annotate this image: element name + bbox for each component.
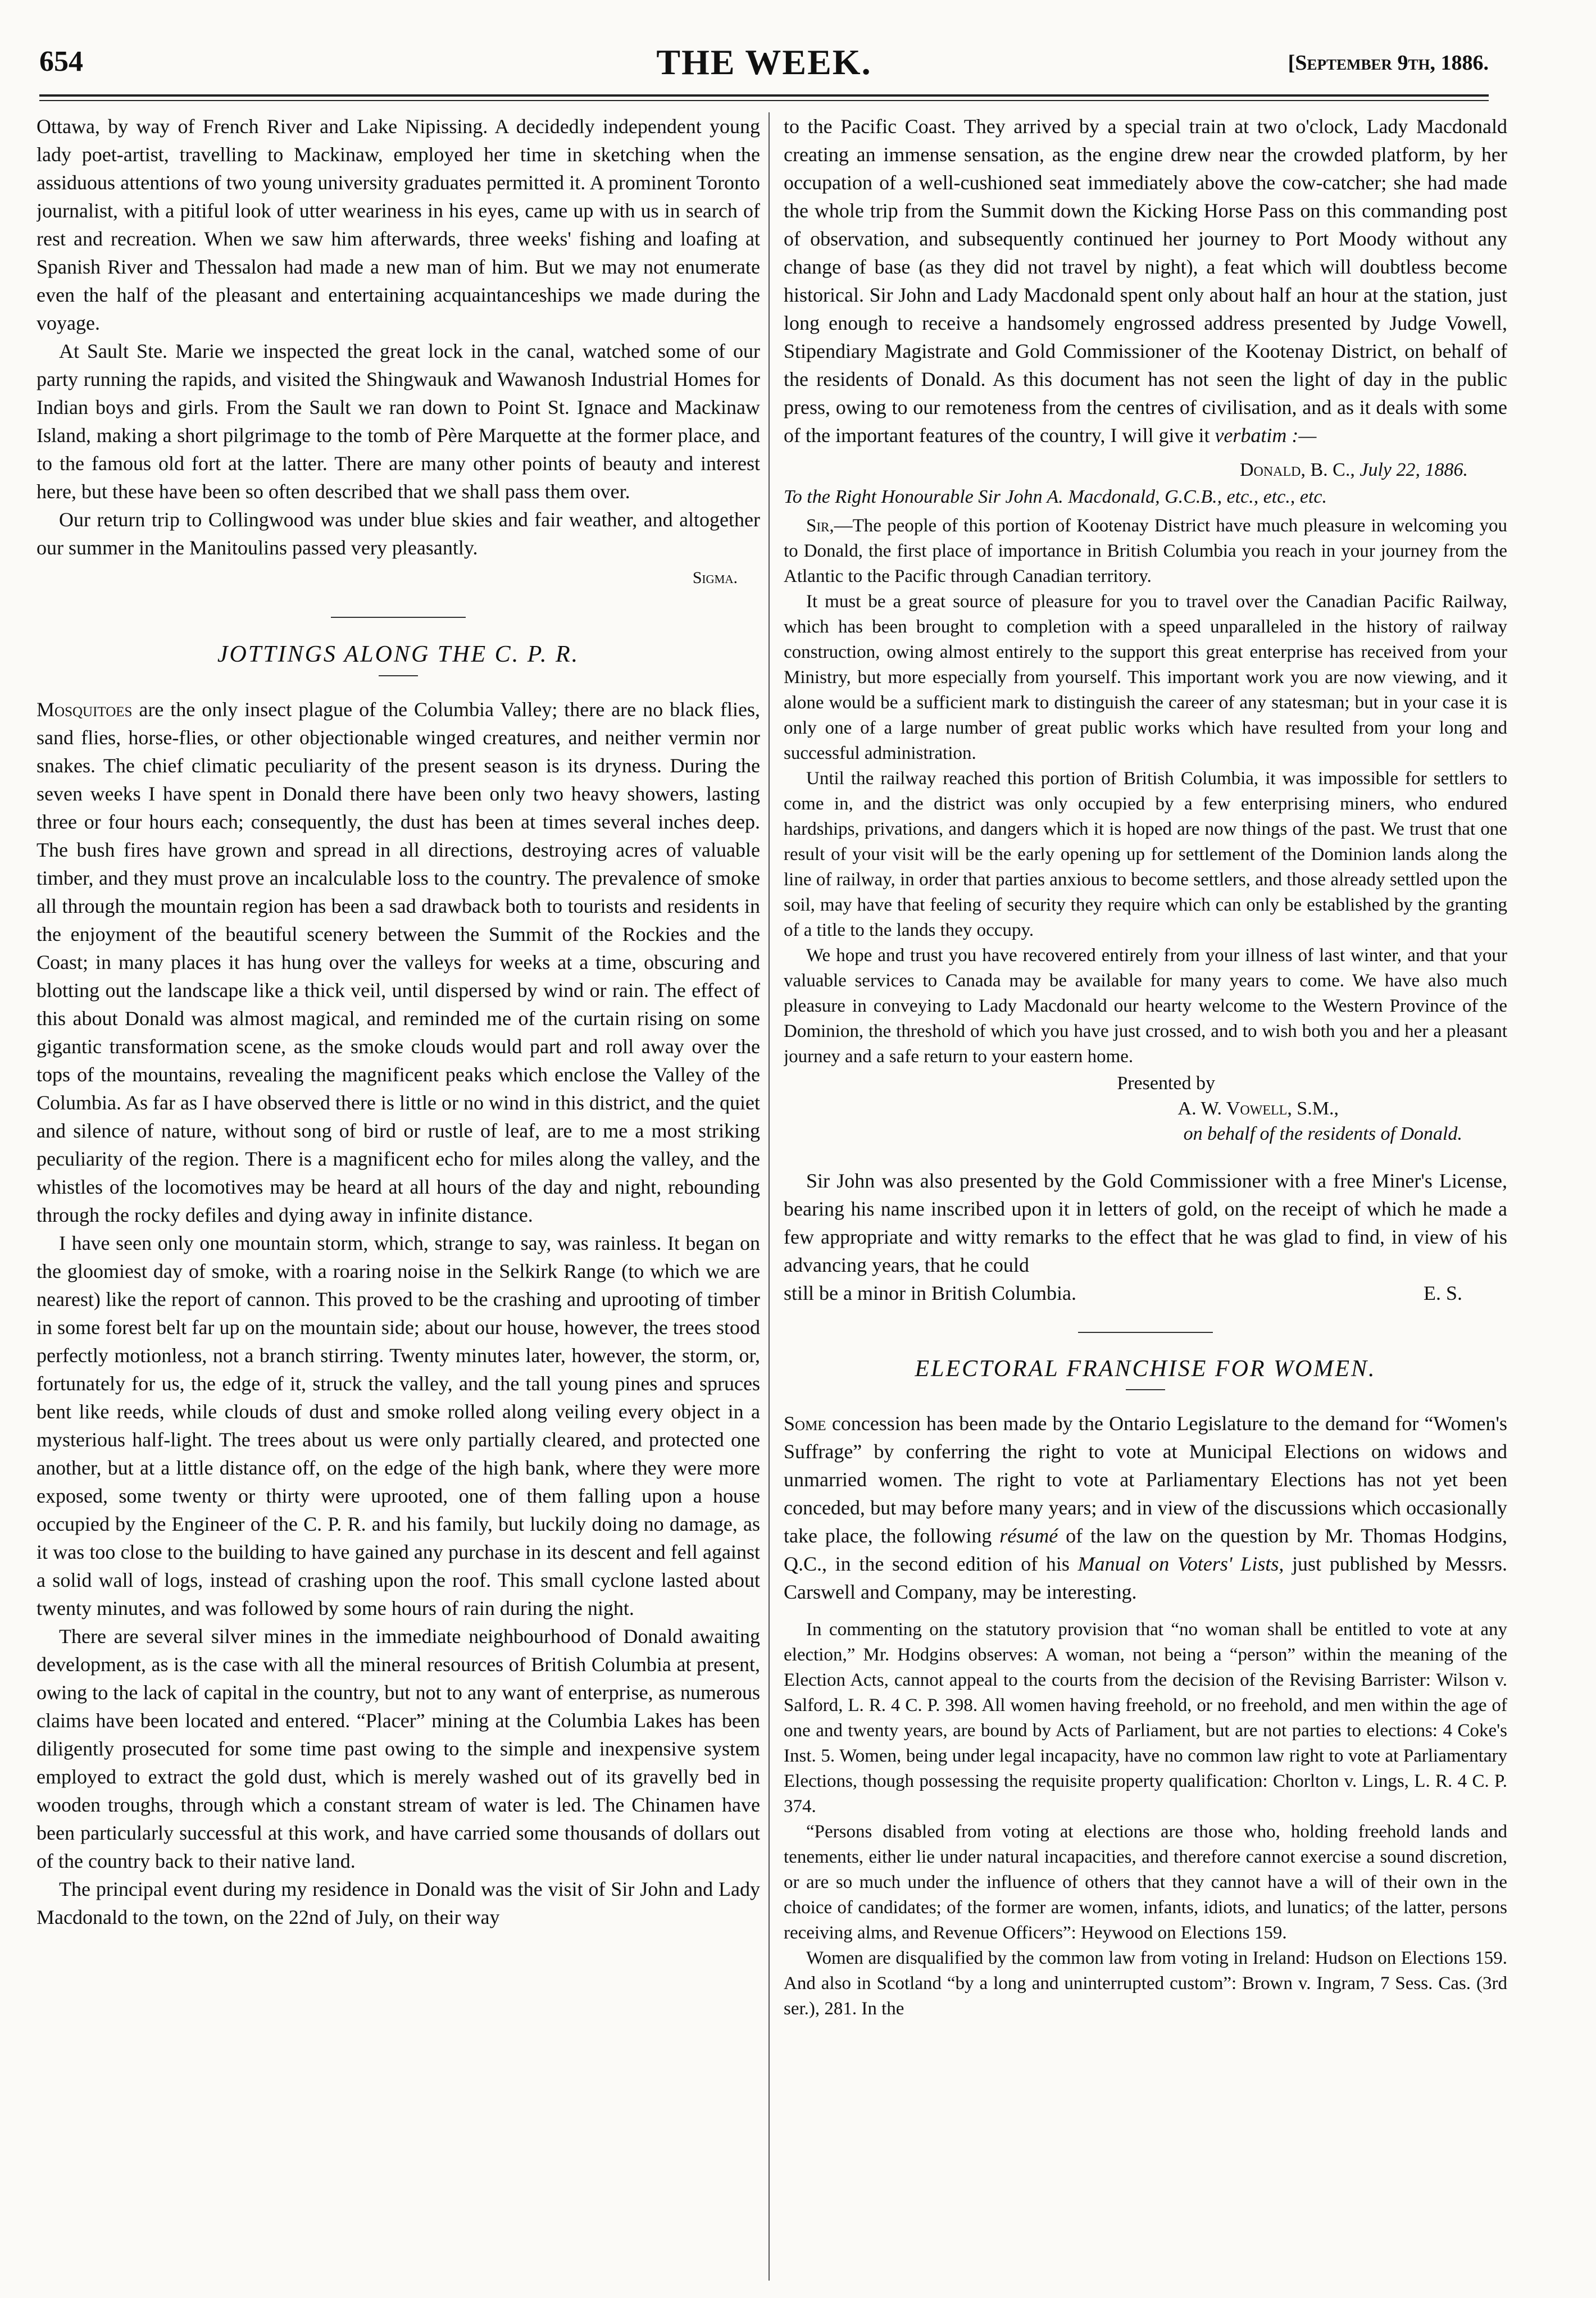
address-paragraph: Sir,—The people of this portion of Kootenay District have much pleasure in welcoming you to Donald, the first place of importance in British Columbia you reach in your journey from the Atlantic to the Pacific through Canadian territory. — [784, 516, 1507, 586]
paragraph-text: are the only insect plague of the Columbia Valley; there are no black flies, sand flies, horse-flies, or other objectionable winged creatures, and neither vermin nor snakes. The chief climatic peculiarity of the present season is its dryness. During the seven weeks I have spent in Donald there have been only two heavy showers, lasting three or four hours each; consequently, the dust has been at times several inches deep. The bush fires have grown and spread in all directions, destroying acres of valuable timber, and they must prove an incalculable loss to the country. The prevalence of smoke all through the mountain region has been a sad drawback both to tourists and residents in the enjoyment of the beautiful scenery between the Summit of the Rockies and the Coast; in many places it has hung over the valleys for weeks at a time, obscuring and blotting out the landscape like a thick veil, until dispersed by wind or rain. The effect of this about Donald was almost magical, and reminded me of the curtain rising on some gigantic transformation scene, as the smoke clouds would part and roll away over the tops of the mountains, revealing the magnificent peaks which enclose the Valley of the Columbia. As far as I have observed there is little or no wind in this district, and the quiet and silence of nature, without song of bird or rustle of leaf, are to me a most striking peculiarity of the region. There is a magnificent echo for miles along the valley, and the whistles of the locomotives may be heard at all hours of the day and night, rebounding through the rocky defiles and dying away in infinite distance. — [37, 698, 760, 1226]
section-separator — [1078, 1332, 1213, 1333]
law-paragraph: In commenting on the statutory provision that “no woman shall be entitled to vote at any election,” Mr. Hodgins observes: A woman, not being a “person” within the meaning of the Election Acts, cannot appeal to the courts from the decision of the Revising Barrister: Wilson v. Salford, L. R. 4 C. P. 398. All women having freehold, or no freehold, and men within the age of one and twenty years, are bound by Acts of Parliament, but are not parties to elections: 4 Coke's Inst. 5. Women, being under legal incapacity, have no common law right to vote at Parliamentary Elections, though possessing the requisite property qualification: Chorlton v. Lings, L. R. 4 C. P. 374. — [784, 1619, 1507, 1817]
address-paragraph: We hope and trust you have recovered entirely from your illness of last winter, and that your valuable services to Canada may be available for many years to come. We have also much pleasure in conveying to Lady Macdonald our hearty welcome to the Western Province of the Dominion, the threshold of which you have just crossed, and to wish both you and her a pleasant journey and a safe return to your eastern home. — [784, 945, 1507, 1067]
paragraph-text: to the Pacific Coast. They arrived by a special train at two o'clock, Lady Macdonald creating an immense sensation, as the engine drew near the crowded platform, by her occupation of a well-cushioned seat immediately above the cow-catcher; she had made the whole trip from the Summit down the Kicking Horse Pass on this commanding post of observation, and subsequently continued her journey to Port Moody without any change of base (as they did not travel by night), a feat which will doubtless become historical. Sir John and Lady Macdonald spent only about half an hour at the station, just long enough to receive a handsomely engrossed address presented by Judge Vowell, Stipendiary Magistrate and Gold Commissioner of the Kootenay District, on behalf of the residents of Donald. As this document has not seen the light of day in the public press, owing to our remoteness from the centres of civilisation, and as it deals with some of the important features of the country, I will give it — [784, 115, 1507, 447]
address-place-date: Donald, B. C., July 22, 1886. — [1239, 459, 1468, 480]
article-title: ELECTORAL FRANCHISE FOR WOMEN. — [915, 1356, 1376, 1382]
closing-text: still be a minor in British Columbia. — [784, 1282, 1076, 1304]
page-header — [39, 42, 1489, 84]
page-number: 654 — [39, 45, 83, 78]
address-paragraph: It must be a great source of pleasure for you to travel over the Canadian Pacific Railway, which has been brought to completion with a speed unparalleled in the history of railway construction, owing almost entirely to the support this great enterprise has received from your Ministry, but more especially from yourself. This important work you are now viewing, and it alone would be a sufficient mark to distinguish the career of any statesman; but in your case it is only one of a large number of great public works which have resulted from your long and successful administration. — [784, 591, 1507, 763]
article-paragraph: At Sault Ste. Marie we inspected the great lock in the canal, watched some of our party running the rapids, and visited the Shingwauk and Wawanosh Industrial Homes for Indian boys and girls. From the Sault we ran down to Point St. Ignace and Mackinaw Island, making a short pilgrimage to the tomb of Père Marquette at the former place, and to the famous old fort at the latter. There are many other points of beauty and interest here, but these have been so often described that we shall pass them over. — [37, 340, 760, 503]
article-paragraph: I have seen only one mountain storm, which, strange to say, was rainless. It began on the gloomiest day of smoke, with a roaring noise in the Selkirk Range (to which we are nearest) like the report of cannon. This proved to be the crashing and uprooting of timber in some forest belt far up on the mountain side; about our house, however, the trees stood perfectly motionless, not a branch stirring. Twenty minutes later, however, the storm, or, fortunately for us, the edge of it, struck the valley, and the tall young pines and spruces bent like reeds, while clouds of dust and smoke rolled along veiling every object in a mysterious half-light. The trees about us were only partially cleared, and protected one another, but at a little distance off, on the edge of the high bank, where they were more exposed, some twenty or thirty were uprooted, one of them falling upon a house occupied by the Engineer of the C. P. R. and his family, but luckily doing no damage, as it was too close to the building to have gained any purchase in its descent and fell against a solid wall of logs, instead of crashing upon the roof. This small cyclone lasted about twenty minutes, and was followed by some hours of rain during the night. — [37, 1232, 760, 1619]
left-column — [37, 112, 760, 2281]
header-rule — [39, 94, 1489, 97]
address-paragraph: Until the railway reached this portion of British Columbia, it was impossible for settlers to come in, and the district was only occupied by a few enterprising miners, who endured hardships, privations, and dangers which it is hoped are now things of the past. We trust that one result of your visit will be the early opening up for settlement of the Dominion lands along the line of railway, in order that parties anxious to become settlers, and those already settled upon the soil, may have that feeling of security they require which can only be established by the granting of a title to the lands they occupy. — [784, 768, 1507, 940]
right-column — [784, 112, 1507, 2281]
law-paragraph: “Persons disabled from voting at elections are those who, holding freehold lands and tenements, either lie under natural incapacities, and therefore cannot exercise a sound discretion, or are so much under the influence of others that they cannot have a will of their own in the choice of candidates; of the former are women, infants, idiots, and lunatics; of the latter, persons receiving alms, and Revenue Officers”: Heywood on Elections 159. — [784, 1822, 1507, 1943]
title-rule — [379, 675, 418, 676]
section-separator — [331, 617, 466, 618]
italic-text: verbatim :— — [1215, 424, 1317, 447]
article-paragraph: Ottawa, by way of French River and Lake Nipissing. A decidedly independent young lady poet-artist, travelling to Mackinaw, employed her time in sketching when the assiduous attentions of two young university graduates permitted it. A prominent Toronto journalist, with a pitiful look of utter weariness in his eyes, came up with us in search of rest and recreation. When we saw him afterwards, three weeks' fishing and loafing at Spanish River and Thessalon had made a new man of him. But we may not enumerate even the half of the pleasant and entertaining acquaintanceships we made during the voyage. — [37, 115, 760, 334]
address-body — [784, 513, 1507, 1146]
article-paragraph: Sir John was also presented by the Gold Commissioner with a free Miner's License, bearing his name inscribed upon it in letters of gold, on the receipt of which he made a few appropriate and witty remarks to the effect that he was glad to find, in view of his advancing years, that he could — [784, 1170, 1507, 1276]
article-paragraph — [784, 112, 1507, 449]
author-signature: Sigma. — [692, 568, 738, 587]
law-paragraph: Women are disqualified by the common law from voting in Ireland: Hudson on Elections 159. And also in Scotland “by a long and uninterrupted custom”: Brown v. Ingram, 7 Sess. Cas. (3rd ser.), 281. In the — [784, 1948, 1507, 2019]
address-signer: A. W. Vowell, S.M., — [1177, 1098, 1339, 1119]
article-paragraph: Our return trip to Collingwood was under blue skies and fair weather, and altogether our summer in the Manitoulins passed very pleasantly. — [37, 508, 760, 559]
column-divider — [769, 112, 770, 2281]
quoted-law — [784, 1617, 1507, 2022]
presented-by: Presented by — [1117, 1073, 1215, 1094]
address-signer-note: on behalf of the residents of Donald. — [1183, 1123, 1462, 1144]
author-initials: E. S. — [1423, 1282, 1462, 1304]
masthead: THE WEEK. — [656, 42, 872, 82]
issue-date: [September 9th, 1886. — [1288, 51, 1489, 75]
header-rule-thin — [39, 100, 1489, 101]
article-paragraph — [37, 695, 760, 1229]
closing-line — [784, 1279, 1507, 1307]
lead-word: Mosquitoes — [37, 698, 133, 721]
article-paragraph: There are several silver mines in the immediate neighbourhood of Donald awaiting development, as is the case with all the mineral resources of British Columbia at present, owing to the lack of capital in the country, but not to any want of enterprise, as numerous claims have been located and entered. “Placer” mining at the Columbia Lakes has been diligently prosecuted for some time past owing to the simple and inexpensive system employed to extract the gold dust, which is merely washed out of its gravelly bed in wooden troughs, through which a constant stream of water is led. The Chinamen have been particularly successful at this work, and have carried some thousands of dollars out of the country back to their native land. — [37, 1625, 760, 1872]
article-paragraph: The principal event during my residence in Donald was the visit of Sir John and Lady Macdonald to the town, on the 22nd of July, on their way — [37, 1878, 760, 1928]
address-recipient: To the Right Honourable Sir John A. Macdonald, G.C.B., etc., etc., etc. — [784, 486, 1327, 507]
article-title: JOTTINGS ALONG THE C. P. R. — [217, 641, 580, 667]
article-paragraph: Some concession has been made by the Ontario Legislature to the demand for “Women's Suffrage” by conferring the right to vote at Municipal Elections on widows and unmarried women. The right to vote at Parliamentary Elections has not yet been conceded, but may before many years; and in view of the discussions which occasionally take place, the following résumé of the law on the question by Mr. Thomas Hodgins, Q.C., in the second edition of his Manual on Voters' Lists, just published by Messrs. Carswell and Company, may be interesting. — [784, 1412, 1507, 1603]
title-rule — [1126, 1389, 1165, 1390]
